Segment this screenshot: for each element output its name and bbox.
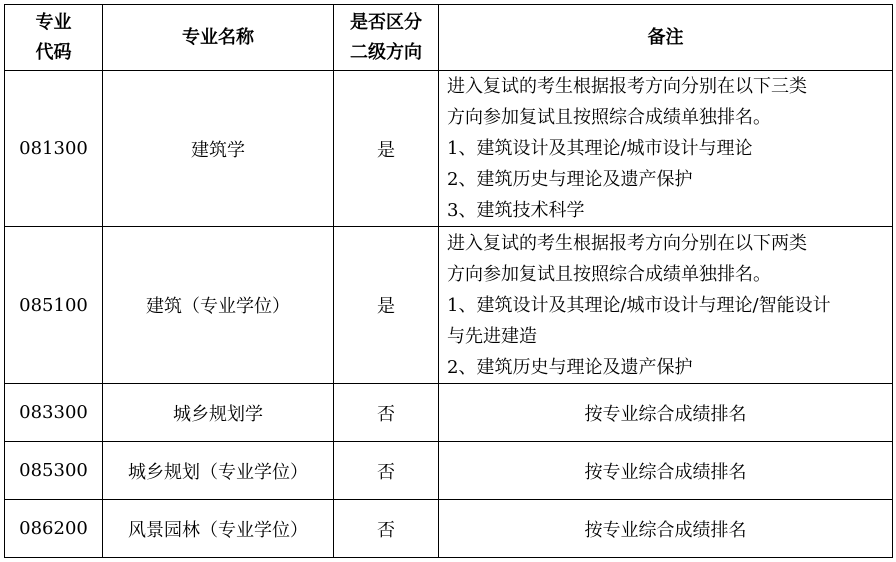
cell-name: 建筑（专业学位） (103, 227, 334, 384)
cell-direction: 否 (334, 442, 439, 500)
header-code-line1: 专业 (35, 11, 72, 33)
cell-direction: 是 (334, 71, 439, 227)
cell-name: 风景园林（专业学位） (103, 500, 334, 558)
cell-remark: 按专业综合成绩排名 (439, 384, 893, 442)
remark-line: 1、建筑设计及其理论/城市设计与理论 (447, 138, 753, 159)
major-table (4, 4, 893, 558)
cell-direction: 否 (334, 500, 439, 558)
cell-direction: 否 (334, 384, 439, 442)
remark-line: 2、建筑历史与理论及遗产保护 (447, 356, 693, 378)
header-direction (334, 5, 439, 71)
remark-line: 方向参加复试且按照综合成绩单独排名。 (447, 263, 771, 285)
cell-code: 081300 (5, 71, 103, 227)
remark-line: 方向参加复试且按照综合成绩单独排名。 (447, 107, 771, 128)
cell-code: 085300 (5, 442, 103, 500)
cell-code: 086200 (5, 500, 103, 558)
table-row (5, 227, 893, 384)
remark-line: 与先进建造 (447, 325, 537, 347)
remark-line: 2、建筑历史与理论及遗产保护 (447, 169, 693, 190)
table-row (5, 442, 893, 500)
table-row (5, 71, 893, 227)
remark-line: 3、建筑技术科学 (447, 200, 585, 221)
cell-remark: 按专业综合成绩排名 (439, 442, 893, 500)
cell-direction: 是 (334, 227, 439, 384)
header-code (5, 5, 103, 71)
header-row (5, 5, 893, 71)
header-code-line2: 代码 (35, 41, 72, 63)
cell-name: 城乡规划学 (103, 384, 334, 442)
cell-remark (439, 227, 893, 384)
remark-line: 1、建筑设计及其理论/城市设计与理论/智能设计 (447, 294, 831, 316)
table-row (5, 500, 893, 558)
cell-remark: 按专业综合成绩排名 (439, 500, 893, 558)
remark-line: 进入复试的考生根据报考方向分别在以下两类 (447, 232, 807, 254)
cell-code: 085100 (5, 227, 103, 384)
cell-name: 建筑学 (103, 71, 334, 227)
header-name: 专业名称 (103, 5, 334, 71)
cell-code: 083300 (5, 384, 103, 442)
header-direction-line2: 二级方向 (350, 41, 422, 63)
header-direction-line1: 是否区分 (350, 11, 422, 33)
cell-remark (439, 71, 893, 227)
remark-line: 进入复试的考生根据报考方向分别在以下三类 (447, 76, 807, 97)
cell-name: 城乡规划（专业学位） (103, 442, 334, 500)
table-row (5, 384, 893, 442)
header-remark: 备注 (439, 5, 893, 71)
